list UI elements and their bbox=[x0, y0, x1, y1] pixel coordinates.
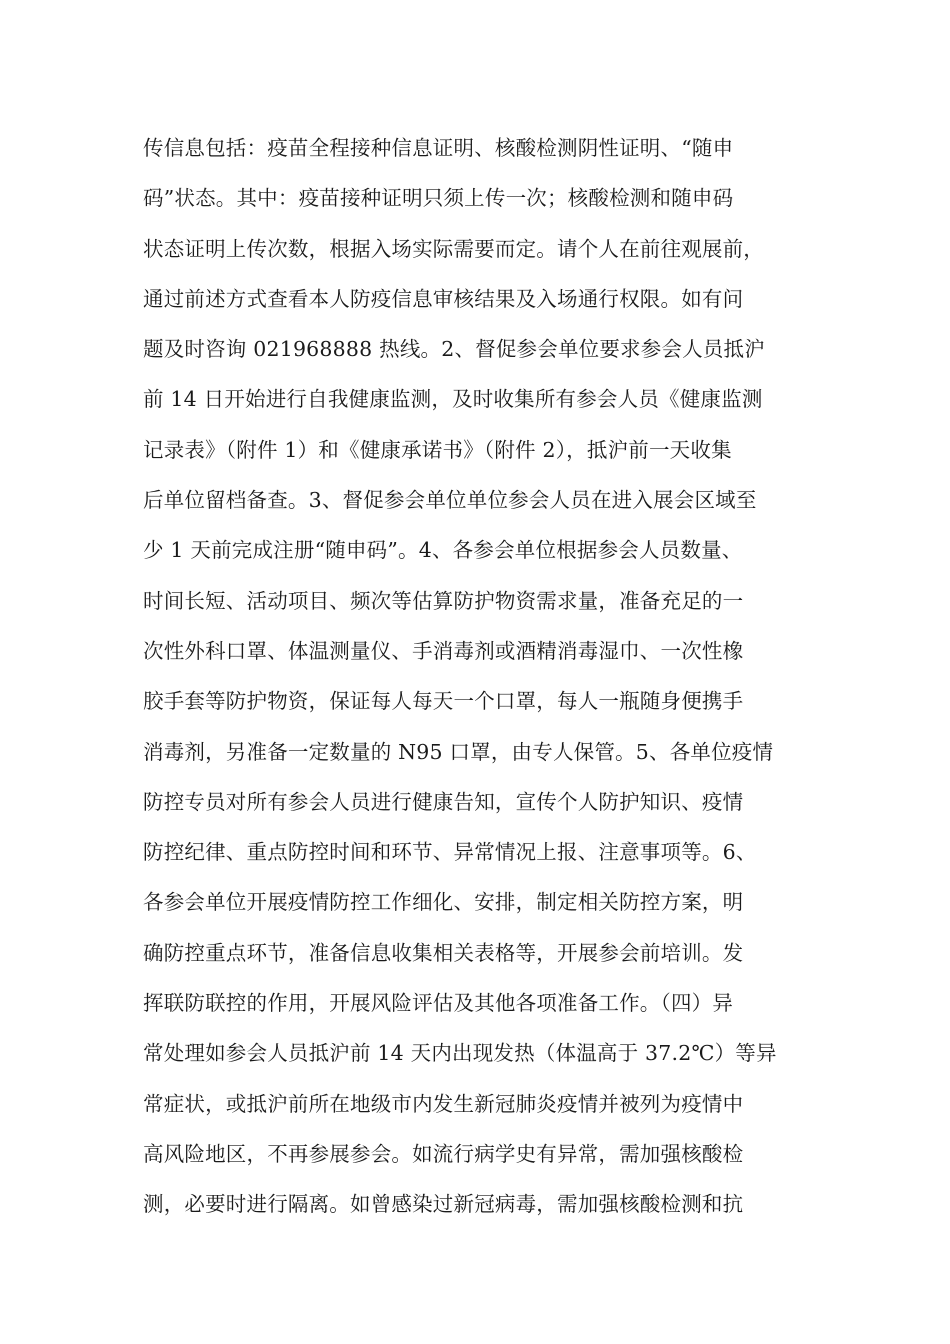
text-line: 防控专员对所有参会人员进行健康告知，宣传个人防护知识、疫情 bbox=[143, 789, 744, 814]
text-line: 题及时咨询 021968888 热线。2、督促参会单位要求参会人员抵沪 bbox=[143, 337, 765, 362]
text-line: 少 1 天前完成注册“随申码”。4、各参会单位根据参会人员数量、 bbox=[143, 538, 743, 563]
text-line: 各参会单位开展疫情防控工作细化、安排，制定相关防控方案，明 bbox=[143, 890, 744, 915]
text-line: 码”状态。其中：疫苗接种证明只须上传一次；核酸检测和随申码 bbox=[143, 186, 734, 211]
text-line: 通过前述方式查看本人防疫信息审核结果及入场通行权限。如有问 bbox=[143, 286, 744, 311]
text-line: 后单位留档备查。3、督促参会单位单位参会人员在进入展会区域至 bbox=[143, 488, 757, 513]
text-line: 传信息包括：疫苗全程接种信息证明、核酸检测阴性证明、“随申 bbox=[143, 136, 734, 160]
text-line: 常处理如参会人员抵沪前 14 天内出现发热（体温高于 37.2℃）等异 bbox=[143, 1041, 777, 1066]
text-line: 消毒剂，另准备一定数量的 N95 口罩，由专人保管。5、各单位疫情 bbox=[143, 739, 774, 764]
text-line: 防控纪律、重点防控时间和环节、异常情况上报、注意事项等。6、 bbox=[143, 840, 757, 865]
text-line: 前 14 日开始进行自我健康监测，及时收集所有参会人员《健康监测 bbox=[143, 387, 763, 412]
text-line: 常症状，或抵沪前所在地级市内发生新冠肺炎疫情并被列为疫情中 bbox=[143, 1091, 744, 1116]
text-line: 测，必要时进行隔离。如曾感染过新冠病毒，需加强核酸检测和抗 bbox=[143, 1192, 744, 1217]
text-line: 状态证明上传次数，根据入场实际需要而定。请个人在前往观展前， bbox=[143, 236, 764, 261]
text-line: 时间长短、活动项目、频次等估算防护物资需求量，准备充足的一 bbox=[143, 588, 744, 613]
body-text bbox=[143, 131, 843, 1238]
text-line: 高风险地区，不再参展参会。如流行病学史有异常，需加强核酸检 bbox=[143, 1141, 744, 1166]
text-line: 挥联防联控的作用，开展风险评估及其他各项准备工作。（四）异 bbox=[143, 991, 734, 1016]
text-line: 次性外科口罩、体温测量仪、手消毒剂或酒精消毒湿巾、一次性橡 bbox=[143, 638, 744, 663]
text-line: 胶手套等防护物资，保证每人每天一个口罩，每人一瓶随身便携手 bbox=[143, 689, 744, 714]
text-line: 确防控重点环节，准备信息收集相关表格等，开展参会前培训。发 bbox=[143, 940, 744, 965]
text-line: 记录表》（附件 1）和《健康承诺书》（附件 2），抵沪前一天收集 bbox=[143, 437, 732, 462]
